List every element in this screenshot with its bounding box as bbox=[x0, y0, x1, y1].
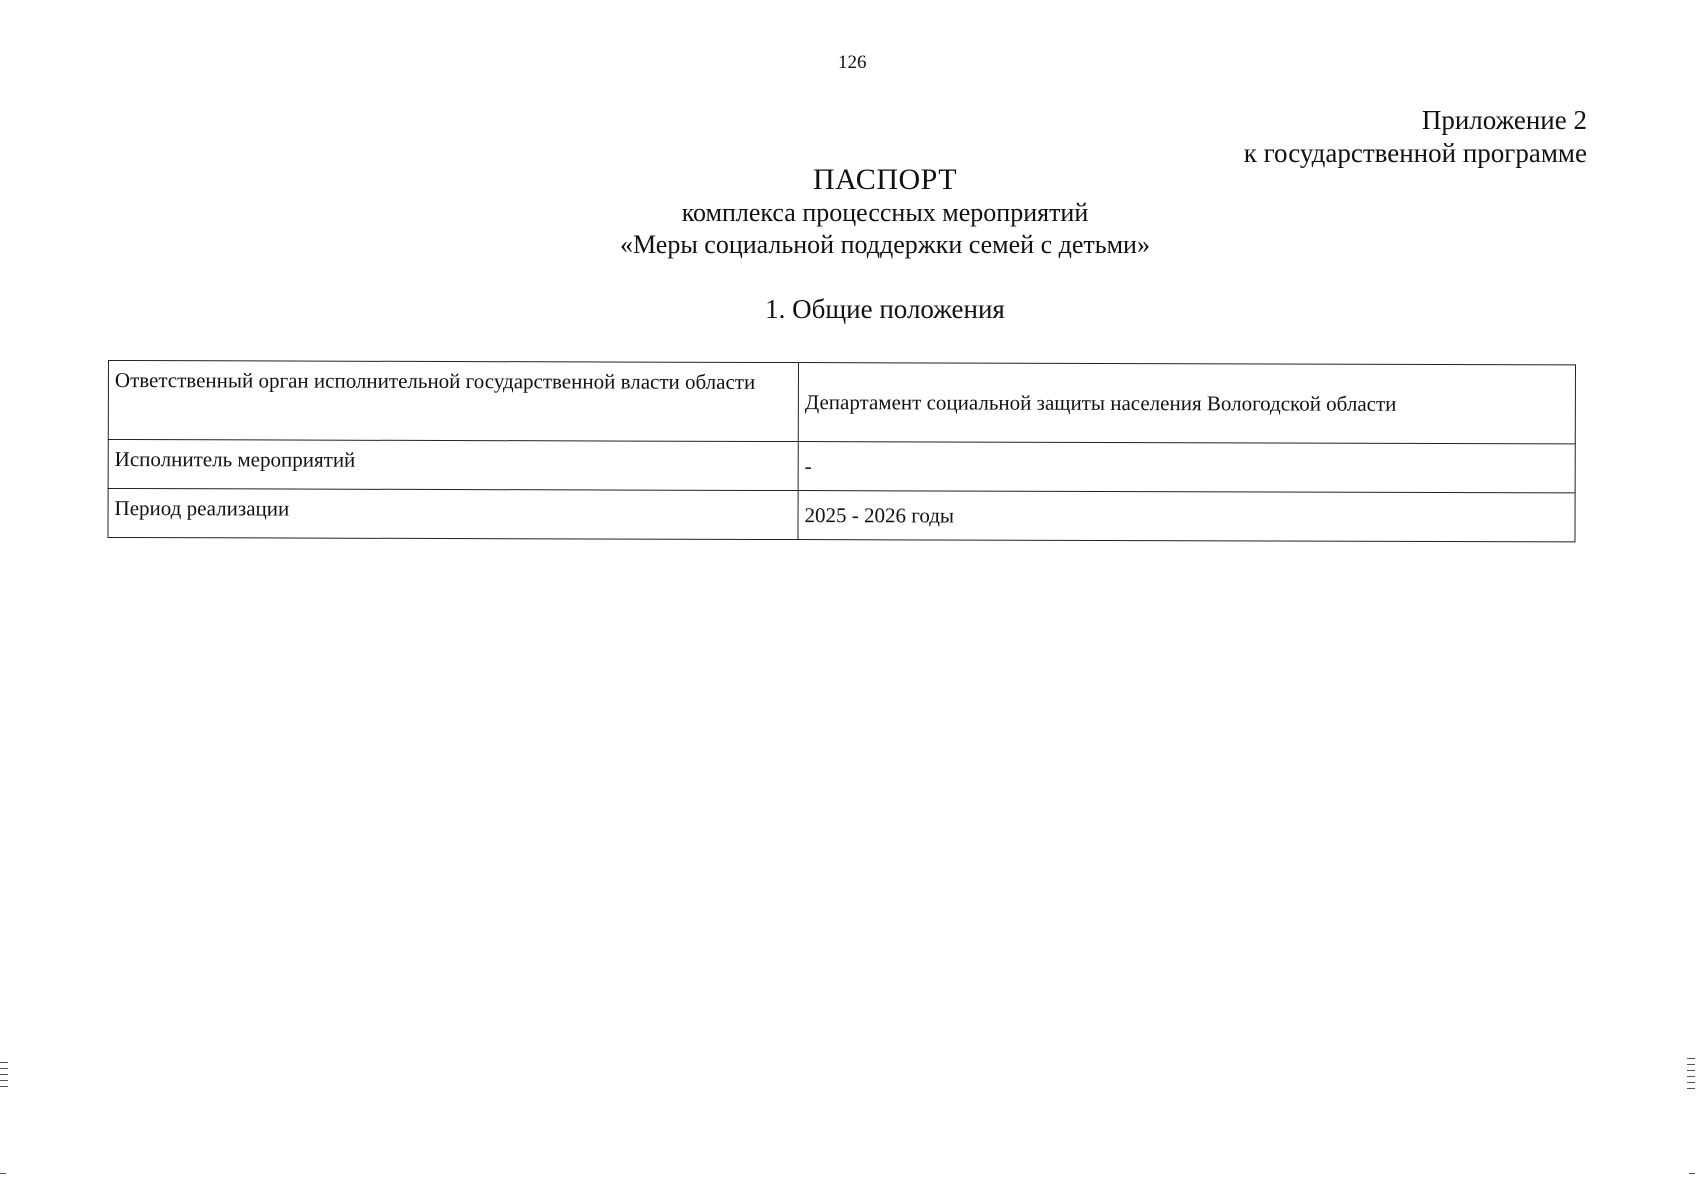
general-provisions-table bbox=[107, 360, 1576, 542]
scan-edge-dash-right bbox=[1689, 1173, 1695, 1174]
section-heading: 1. Общие положения bbox=[765, 294, 1005, 324]
appendix-line-1: Приложение 2 bbox=[1421, 105, 1587, 135]
table-cell-label: Период реализации bbox=[108, 489, 798, 540]
scan-edge-dash-left bbox=[0, 1173, 6, 1174]
table-cell-value: Департамент социальной защиты населения Вологодской области bbox=[798, 363, 1575, 444]
appendix-header bbox=[1244, 104, 1587, 170]
table-cell-value: - bbox=[798, 442, 1575, 493]
appendix-line-2: к государственной программе bbox=[1243, 138, 1587, 168]
table-row bbox=[108, 489, 1575, 542]
document-title-block bbox=[480, 163, 1290, 261]
scan-edge-marks-left bbox=[0, 1062, 8, 1094]
table-row bbox=[108, 440, 1575, 493]
program-name: «Меры социальной поддержки семей с детьми» bbox=[620, 230, 1150, 259]
page-number: 126 bbox=[838, 52, 867, 73]
document-title: ПАСПОРТ bbox=[812, 163, 958, 196]
scan-edge-marks-right bbox=[1687, 1058, 1695, 1090]
document-subtitle: комплекса процессных мероприятий bbox=[681, 198, 1089, 227]
table-cell-value: 2025 - 2026 годы bbox=[798, 491, 1575, 542]
table-cell-label: Исполнитель мероприятий bbox=[108, 440, 798, 491]
table-cell-label: Ответственный орган исполнительной государственной власти области bbox=[108, 361, 798, 442]
table-row bbox=[108, 361, 1575, 444]
